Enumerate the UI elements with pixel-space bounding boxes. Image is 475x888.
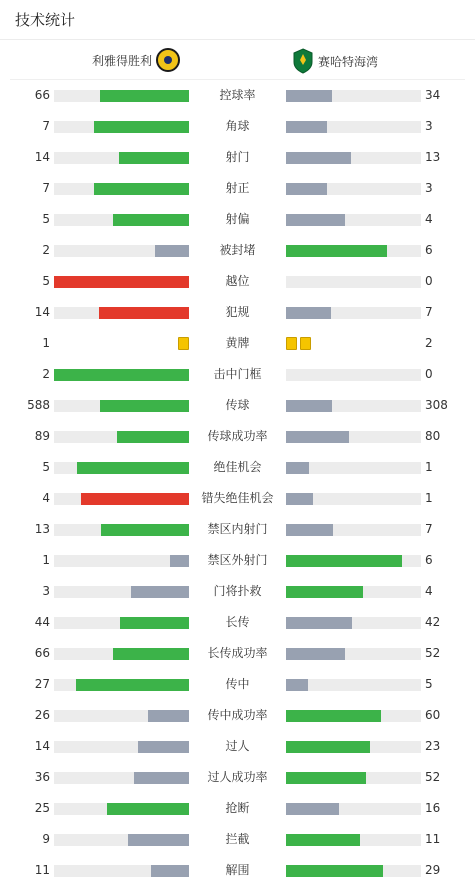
away-stat-bar	[286, 648, 421, 660]
home-team	[92, 48, 180, 72]
away-stat-bar	[286, 121, 421, 133]
away-stat-bar	[286, 555, 421, 567]
stat-label: 长传成功率	[207, 646, 268, 660]
stat-row	[0, 297, 475, 328]
away-stat-bar-fill	[286, 803, 339, 815]
away-stat-bar	[286, 617, 421, 629]
home-stat-bar-fill	[120, 617, 189, 629]
stat-row	[0, 235, 475, 266]
away-stat-bar	[286, 834, 421, 846]
away-stat-value: 23	[425, 739, 441, 753]
away-stat-value: 52	[425, 646, 441, 660]
away-stat-bar	[286, 183, 421, 195]
home-stat-bar	[54, 276, 189, 288]
stat-row	[0, 607, 475, 638]
stat-row	[0, 204, 475, 235]
home-stat-value: 25	[34, 801, 50, 815]
home-stat-value: 66	[34, 646, 50, 660]
home-stat-bar	[54, 152, 189, 164]
away-stat-value: 0	[425, 274, 433, 288]
away-stat-bar-fill	[286, 648, 345, 660]
away-stat-bar-fill	[286, 710, 381, 722]
stat-row	[0, 328, 475, 359]
away-stat-value: 42	[425, 615, 441, 629]
home-stat-bar	[54, 679, 189, 691]
away-stat-bar	[286, 524, 421, 536]
stat-row	[0, 576, 475, 607]
stat-label: 门将扑救	[213, 584, 262, 598]
home-stat-value: 14	[34, 150, 50, 164]
away-stat-bar-fill	[286, 183, 327, 195]
away-stat-value: 34	[425, 88, 441, 102]
stat-row	[0, 638, 475, 669]
home-stat-value: 2	[42, 367, 50, 381]
away-stat-value: 1	[425, 460, 433, 474]
home-stat-value: 44	[34, 615, 50, 629]
home-stat-bar	[54, 121, 189, 133]
home-stat-value: 588	[27, 398, 50, 412]
stat-label: 击中门框	[213, 367, 262, 381]
away-stat-bar-fill	[286, 245, 387, 257]
away-stat-bar-fill	[286, 772, 366, 784]
away-stat-bar	[286, 710, 421, 722]
home-stat-bar	[54, 803, 189, 815]
page-title: 技术统计	[15, 11, 76, 29]
stat-label: 绝佳机会	[213, 460, 262, 474]
al-nassr-logo-icon	[156, 48, 180, 72]
stat-label: 传球成功率	[207, 429, 268, 443]
stat-row	[0, 142, 475, 173]
home-stat-bar	[54, 741, 189, 753]
away-stat-bar-fill	[286, 493, 313, 505]
home-stat-value: 1	[42, 336, 50, 350]
stat-label: 抢断	[225, 801, 250, 815]
stat-label: 射正	[225, 181, 250, 195]
away-stat-bar-fill	[286, 865, 383, 877]
stat-label: 拦截	[225, 832, 250, 846]
home-stat-value: 5	[42, 460, 50, 474]
away-stat-bar	[286, 90, 421, 102]
away-stat-bar-fill	[286, 679, 308, 691]
home-stat-bar-fill	[81, 493, 189, 505]
away-stat-value: 308	[425, 398, 448, 412]
away-stat-value: 5	[425, 677, 433, 691]
away-stat-value: 13	[425, 150, 441, 164]
away-stat-bar	[286, 679, 421, 691]
away-team-name: 赛哈特海湾	[318, 54, 379, 69]
away-stat-bar-fill	[286, 90, 332, 102]
away-stat-bar	[286, 865, 421, 877]
home-stat-bar	[54, 90, 189, 102]
home-stat-value: 5	[42, 212, 50, 226]
home-stat-bar-fill	[99, 307, 189, 319]
home-stat-bar-fill	[155, 245, 189, 257]
home-stat-bar	[54, 400, 189, 412]
home-stat-bar-fill	[138, 741, 189, 753]
home-stat-value: 14	[34, 739, 50, 753]
home-stat-bar-fill	[77, 462, 189, 474]
home-cards	[178, 337, 189, 351]
away-stat-value: 1	[425, 491, 433, 505]
away-stat-value: 60	[425, 708, 441, 722]
away-stat-bar-fill	[286, 834, 360, 846]
stat-row	[0, 80, 475, 111]
stat-row	[0, 111, 475, 142]
home-stat-bar-fill	[113, 214, 189, 226]
stat-label: 过人	[225, 739, 250, 753]
stat-label: 越位	[225, 274, 250, 288]
home-stat-bar	[54, 462, 189, 474]
yellow-card-icon	[178, 337, 189, 350]
home-stat-bar-fill	[94, 121, 189, 133]
away-stat-value: 6	[425, 553, 433, 567]
home-stat-bar	[54, 555, 189, 567]
stat-label: 解围	[225, 863, 250, 877]
away-stat-value: 4	[425, 584, 433, 598]
home-stat-value: 27	[34, 677, 50, 691]
away-stat-bar	[286, 462, 421, 474]
home-stat-bar-fill	[94, 183, 189, 195]
stat-row	[0, 266, 475, 297]
home-stat-value: 5	[42, 274, 50, 288]
home-stat-bar-fill	[54, 276, 189, 288]
away-stat-bar	[286, 431, 421, 443]
away-stat-bar	[286, 276, 421, 288]
away-stat-bar-fill	[286, 307, 331, 319]
home-stat-bar	[54, 772, 189, 784]
home-stat-bar-fill	[101, 524, 189, 536]
away-stat-value: 16	[425, 801, 441, 815]
home-stat-value: 14	[34, 305, 50, 319]
stat-row	[0, 545, 475, 576]
home-stat-bar-fill	[107, 803, 189, 815]
away-stat-bar	[286, 586, 421, 598]
stat-row	[0, 700, 475, 731]
away-stat-bar-fill	[286, 617, 352, 629]
home-stat-bar	[54, 214, 189, 226]
away-stat-bar	[286, 214, 421, 226]
home-stat-value: 1	[42, 553, 50, 567]
away-stat-bar-fill	[286, 524, 333, 536]
away-stat-value: 11	[425, 832, 441, 846]
home-stat-bar-fill	[100, 400, 189, 412]
away-stat-bar	[286, 772, 421, 784]
away-stat-bar	[286, 307, 421, 319]
al-khaleej-logo-icon	[292, 48, 314, 74]
stat-row	[0, 421, 475, 452]
home-stat-bar	[54, 710, 189, 722]
stat-label: 传球	[225, 398, 250, 412]
stat-label: 黄牌	[225, 336, 250, 350]
home-stat-value: 7	[42, 181, 50, 195]
away-stat-bar-fill	[286, 400, 332, 412]
stat-row	[0, 173, 475, 204]
stat-label: 被封堵	[219, 243, 256, 257]
away-stat-value: 3	[425, 119, 433, 133]
stat-row	[0, 514, 475, 545]
stat-row	[0, 390, 475, 421]
home-stat-value: 89	[34, 429, 50, 443]
stat-label: 传中	[225, 677, 250, 691]
home-stat-bar-fill	[131, 586, 189, 598]
home-stat-value: 36	[34, 770, 50, 784]
home-stat-value: 66	[34, 88, 50, 102]
away-stat-value: 4	[425, 212, 433, 226]
stat-label: 长传	[225, 615, 250, 629]
home-stat-bar	[54, 431, 189, 443]
home-stat-value: 3	[42, 584, 50, 598]
home-stat-bar	[54, 648, 189, 660]
stat-label: 禁区外射门	[207, 553, 268, 567]
stat-row	[0, 452, 475, 483]
stat-row	[0, 669, 475, 700]
away-stat-bar-fill	[286, 741, 370, 753]
away-stat-value: 7	[425, 305, 433, 319]
away-stat-bar	[286, 493, 421, 505]
home-stat-value: 7	[42, 119, 50, 133]
home-stat-value: 26	[34, 708, 50, 722]
stat-row	[0, 731, 475, 762]
stat-label: 角球	[225, 119, 250, 133]
yellow-card-icon	[286, 337, 297, 350]
home-stat-bar	[54, 183, 189, 195]
away-stat-bar	[286, 152, 421, 164]
home-stat-bar	[54, 369, 189, 381]
away-stat-bar	[286, 369, 421, 381]
away-stat-bar	[286, 741, 421, 753]
home-stat-bar-fill	[148, 710, 189, 722]
home-stat-bar-fill	[76, 679, 189, 691]
away-team	[292, 48, 378, 74]
away-stat-bar-fill	[286, 214, 345, 226]
stat-label: 错失绝佳机会	[201, 491, 274, 505]
stat-label: 射门	[225, 150, 250, 164]
stat-label: 犯规	[225, 305, 250, 319]
away-cards	[286, 337, 311, 351]
home-stat-bar-fill	[54, 369, 189, 381]
teams-bar	[10, 40, 465, 80]
stat-label: 传中成功率	[207, 708, 268, 722]
home-stat-bar-fill	[151, 865, 189, 877]
home-stat-bar	[54, 865, 189, 877]
away-stat-bar-fill	[286, 121, 327, 133]
home-stat-bar-fill	[100, 90, 189, 102]
away-stat-bar	[286, 803, 421, 815]
home-stat-bar	[54, 524, 189, 536]
yellow-card-icon	[300, 337, 311, 350]
away-stat-bar	[286, 400, 421, 412]
away-stat-value: 29	[425, 863, 441, 877]
stat-row	[0, 824, 475, 855]
home-stat-bar-fill	[119, 152, 189, 164]
away-stat-bar-fill	[286, 555, 402, 567]
home-stat-bar	[54, 245, 189, 257]
home-stat-value: 9	[42, 832, 50, 846]
stat-label: 控球率	[219, 88, 256, 102]
home-stat-bar-fill	[113, 648, 189, 660]
home-stat-value: 4	[42, 491, 50, 505]
home-stat-bar	[54, 586, 189, 598]
home-stat-bar	[54, 617, 189, 629]
away-stat-bar-fill	[286, 152, 351, 164]
away-stat-value: 52	[425, 770, 441, 784]
home-stat-bar-fill	[117, 431, 189, 443]
home-stat-bar	[54, 834, 189, 846]
home-stat-value: 11	[34, 863, 50, 877]
stat-row	[0, 483, 475, 514]
home-team-name: 利雅得胜利	[91, 53, 152, 68]
home-stat-value: 13	[34, 522, 50, 536]
stat-row	[0, 855, 475, 886]
stats-header	[0, 0, 475, 40]
stat-row	[0, 793, 475, 824]
home-stat-bar	[54, 493, 189, 505]
stats-list	[0, 80, 475, 886]
away-stat-bar-fill	[286, 462, 309, 474]
away-stat-value: 2	[425, 336, 433, 350]
home-stat-bar	[54, 307, 189, 319]
stat-row	[0, 762, 475, 793]
away-stat-value: 6	[425, 243, 433, 257]
stat-label: 禁区内射门	[207, 522, 268, 536]
stat-label: 射偏	[225, 212, 250, 226]
home-stat-bar-fill	[134, 772, 189, 784]
home-stat-bar-fill	[170, 555, 189, 567]
home-stat-bar-fill	[128, 834, 189, 846]
away-stat-bar	[286, 245, 421, 257]
home-stat-value: 2	[42, 243, 50, 257]
away-stat-value: 0	[425, 367, 433, 381]
stat-label: 过人成功率	[207, 770, 268, 784]
away-stat-bar-fill	[286, 431, 349, 443]
away-stat-value: 3	[425, 181, 433, 195]
stat-row	[0, 359, 475, 390]
away-stat-value: 80	[425, 429, 441, 443]
away-stat-value: 7	[425, 522, 433, 536]
away-stat-bar-fill	[286, 586, 363, 598]
